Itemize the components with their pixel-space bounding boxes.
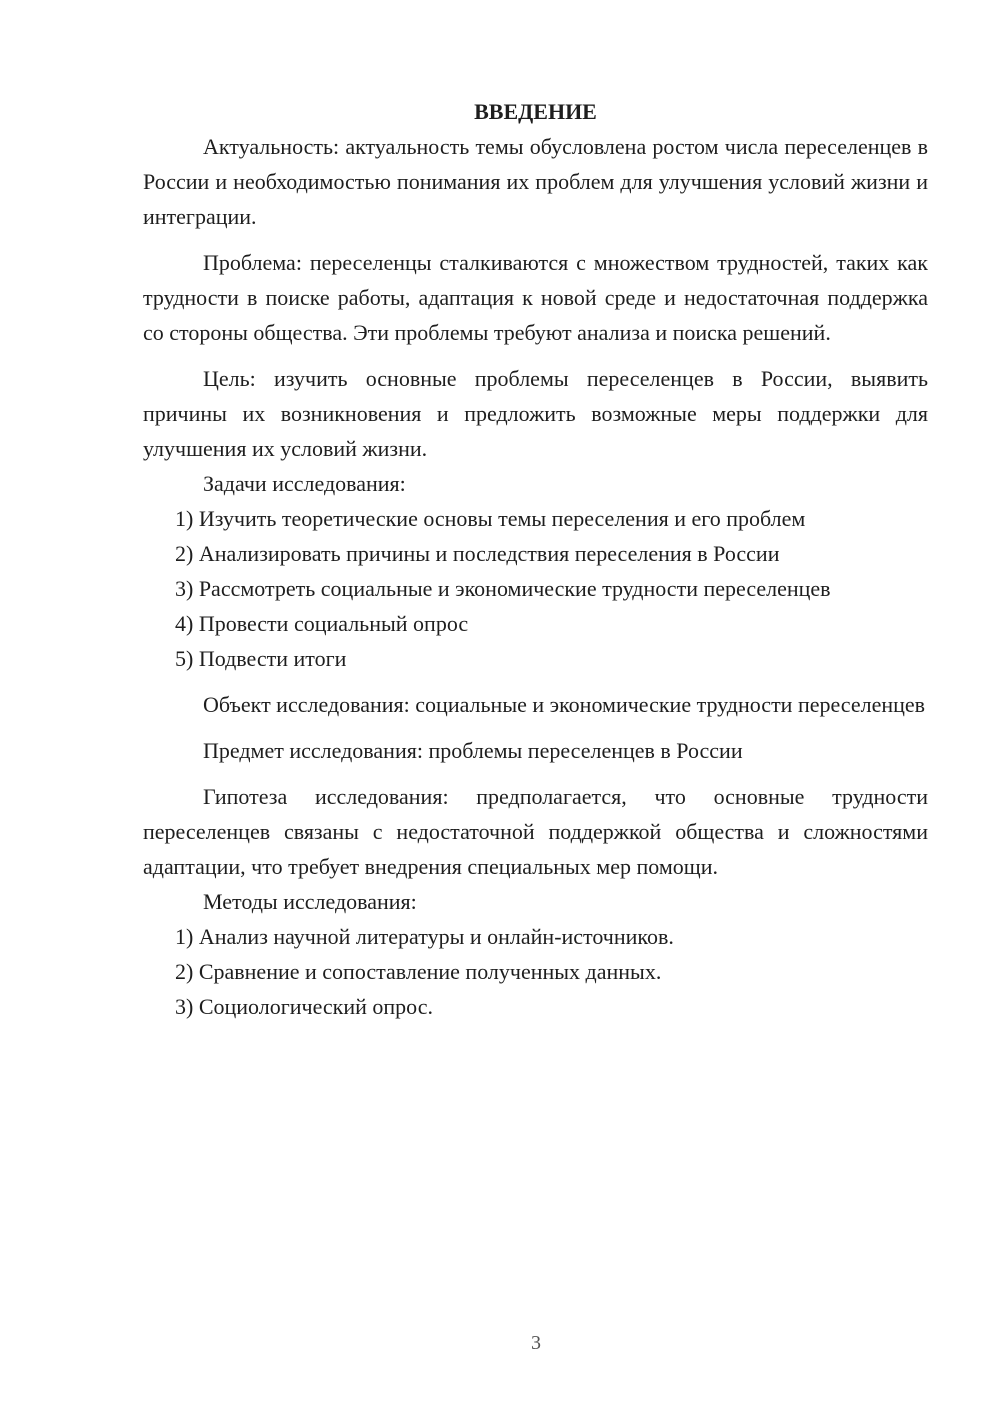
subject-paragraph: Предмет исследования: проблемы переселенцев в России	[203, 738, 743, 763]
task-item-3: 3) Рассмотреть социальные и экономические трудности переселенцев	[175, 576, 831, 601]
task-item-1: 1) Изучить теоретические основы темы переселения и его проблем	[175, 506, 806, 531]
task-item-2: 2) Анализировать причины и последствия переселения в России	[175, 541, 780, 566]
task-item-5: 5) Подвести итоги	[175, 646, 347, 671]
tasks-label: Задачи исследования:	[203, 471, 406, 496]
problem-paragraph: Проблема: переселенцы сталкиваются с множеством трудностей, таких как трудности в поиске работы, адаптация к новой среде и недостаточная поддержка со стороны общества. Эти проблемы требуют анализа и поиска решений.	[143, 250, 928, 345]
method-item-3: 3) Социологический опрос.	[175, 994, 433, 1019]
relevance-paragraph: Актуальность: актуальность темы обусловлена ростом числа переселенцев в России и необходимостью понимания их проблем для улучшения условий жизни и интеграции.	[143, 134, 928, 229]
goal-paragraph: Цель: изучить основные проблемы переселенцев в России, выявить причины их возникновения и предложить возможные меры поддержки для улучшения их условий жизни.	[143, 366, 928, 461]
method-item-2: 2) Сравнение и сопоставление полученных данных.	[175, 959, 662, 984]
object-paragraph: Объект исследования: социальные и экономические трудности переселенцев	[203, 692, 926, 717]
section-heading: ВВЕДЕНИЕ	[474, 99, 597, 124]
page-number: 3	[531, 1332, 541, 1354]
page-content	[143, 94, 928, 1024]
method-item-1: 1) Анализ научной литературы и онлайн-источников.	[175, 924, 674, 949]
task-item-4: 4) Провести социальный опрос	[175, 611, 469, 636]
hypothesis-paragraph: Гипотеза исследования: предполагается, что основные трудности переселенцев связаны с недостаточной поддержкой общества и сложностями адаптации, что требует внедрения специальных мер помощи.	[143, 784, 928, 879]
methods-label: Методы исследования:	[203, 889, 417, 914]
